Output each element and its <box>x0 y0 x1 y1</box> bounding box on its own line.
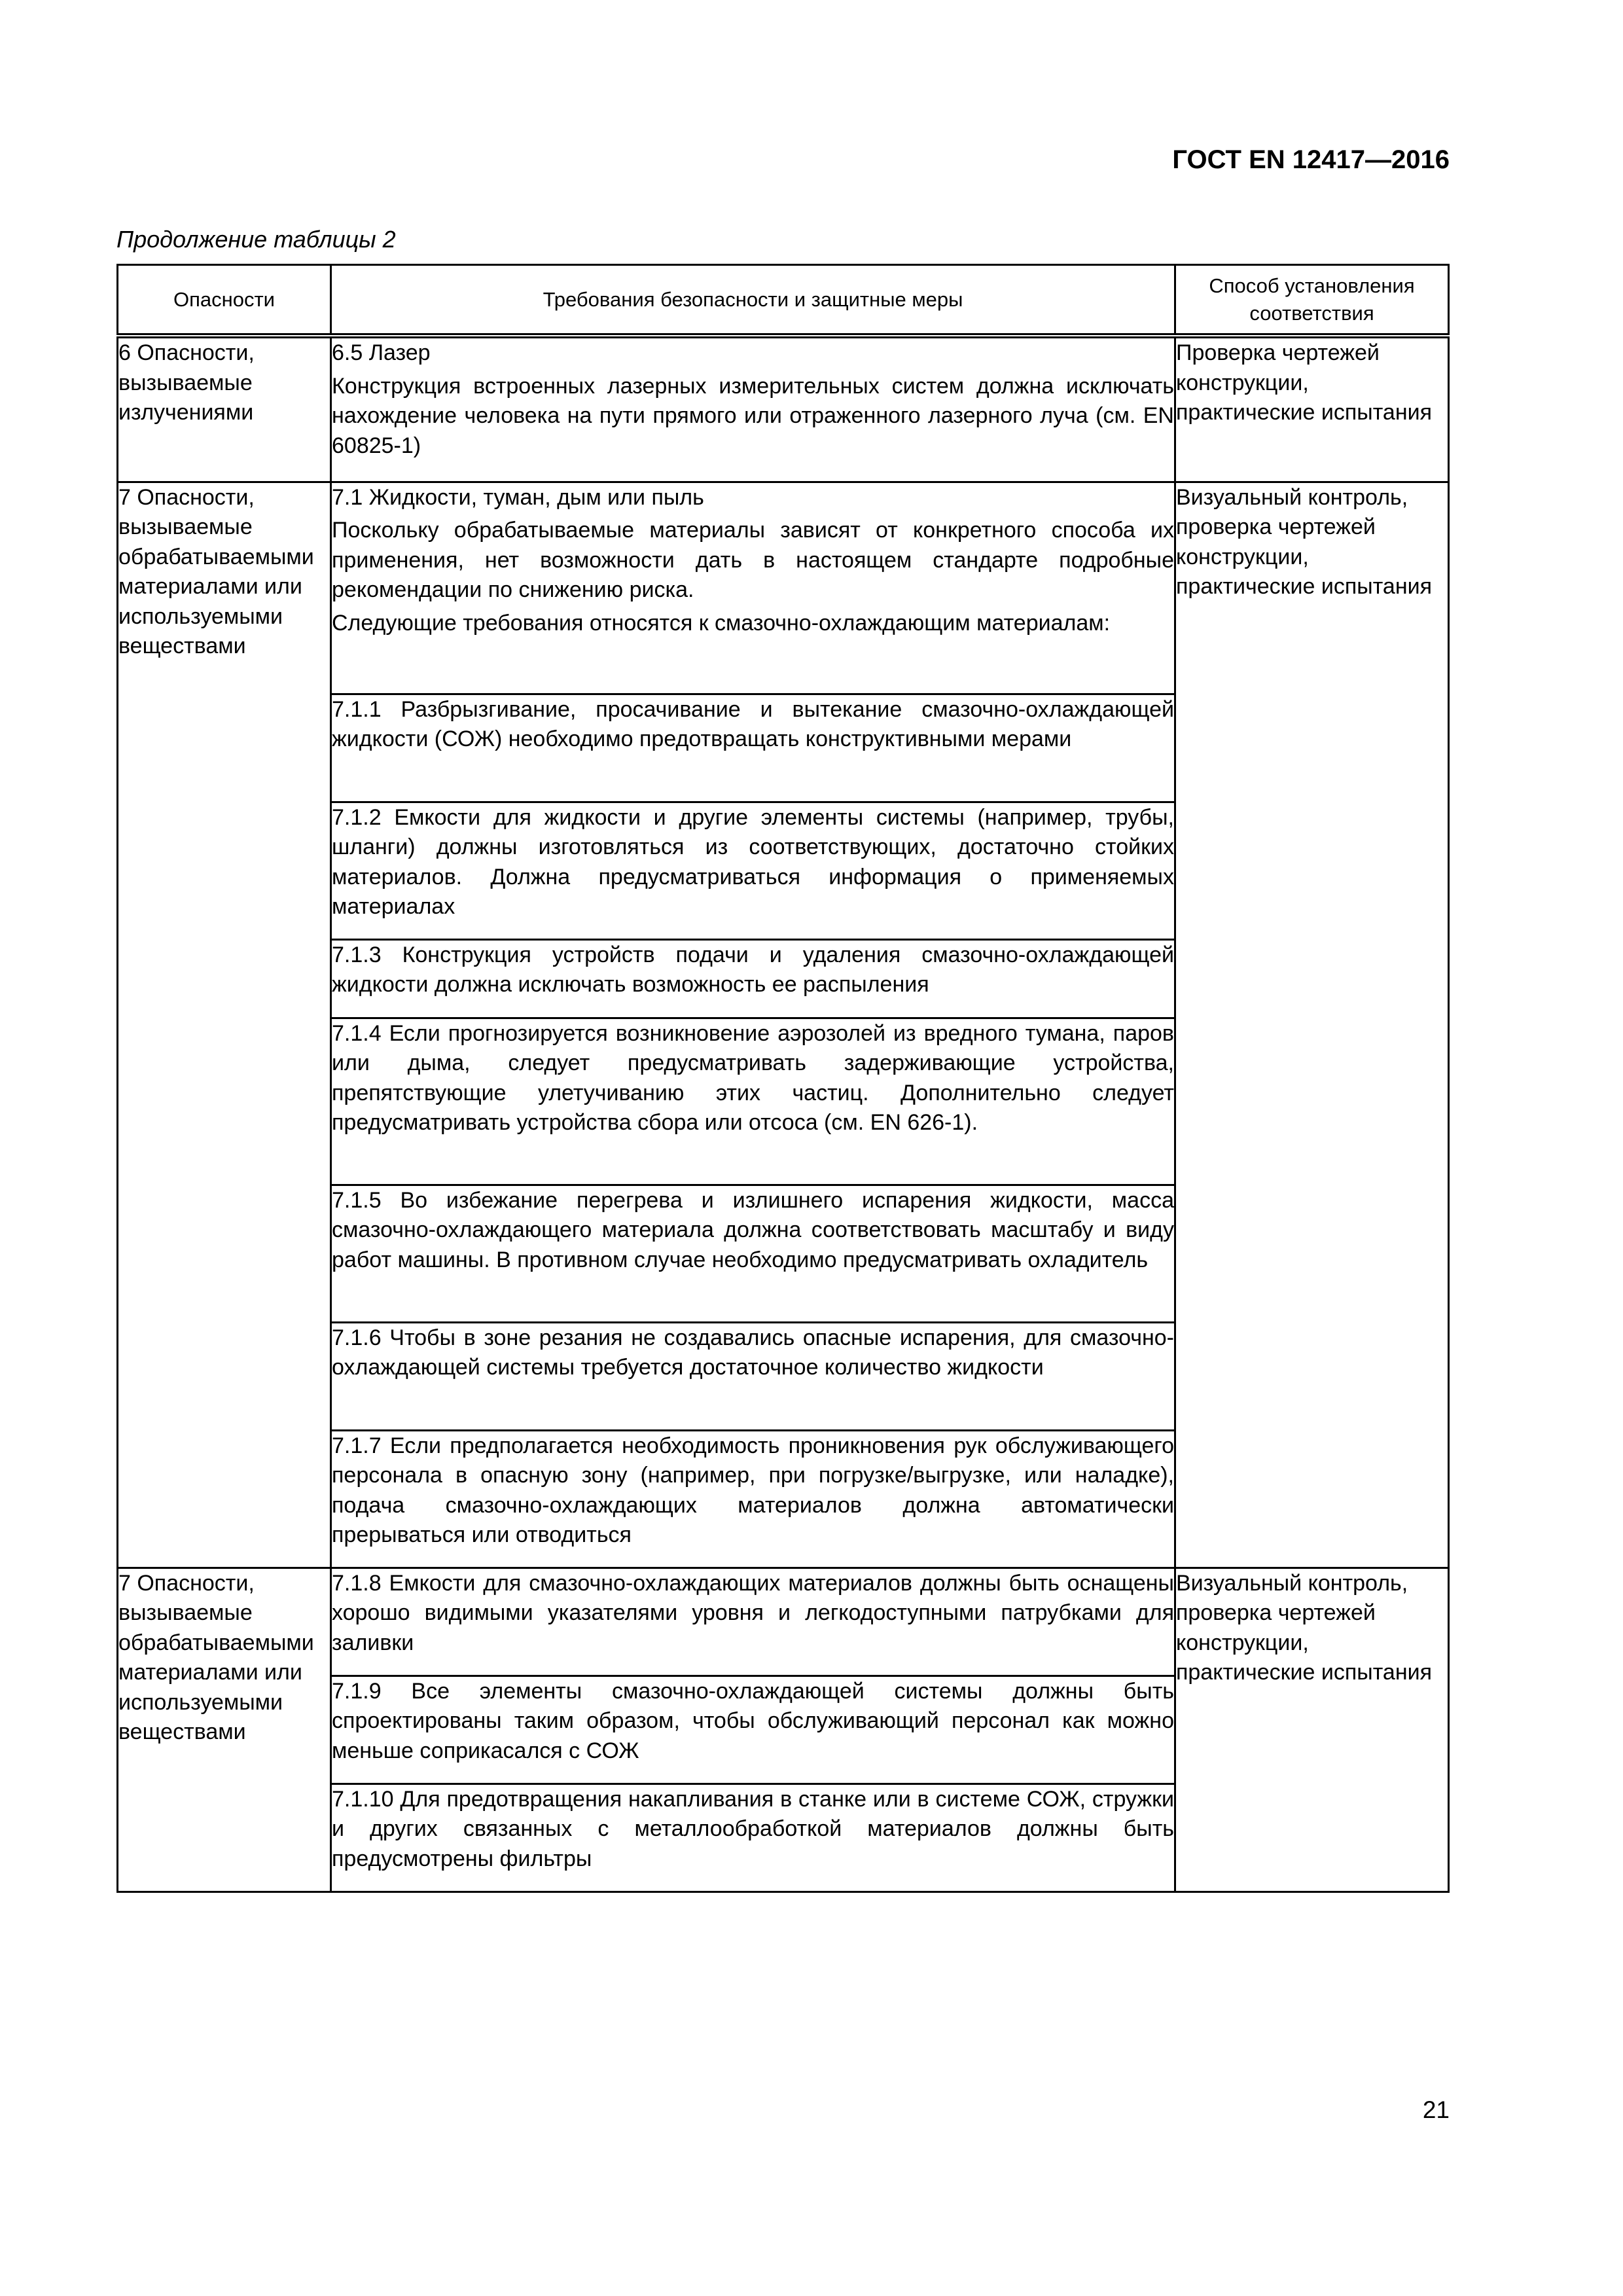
requirement-text: 7.1.8 Емкости для смазочно-охлаждающих материалов должны быть оснащены хорошо видимыми указателями уровня и легкодоступными патрубками для заливки <box>332 1570 1174 1655</box>
table-row <box>118 336 1449 482</box>
table-row <box>118 482 1449 694</box>
requirement-cell <box>331 1018 1175 1185</box>
table-header-row <box>118 265 1449 336</box>
requirement-text: 7.1.7 Если предполагается необходимость проникновения рук обслуживающего персонала в опасную зону (например, при погрузке/выгрузке, или наладке), подача смазочно-охлаждающих материалов должна автоматически прерываться или отводиться <box>332 1433 1174 1547</box>
requirement-cell <box>331 1568 1175 1676</box>
requirements-table <box>116 264 1450 1893</box>
table-caption: Продолжение таблицы 2 <box>116 226 396 253</box>
hazard-cell: 6 Опасности, вызываемые излучениями <box>118 336 331 482</box>
requirement-text: Конструкция встроенных лазерных измерительных систем должна исключать нахождение человека на пути прямого или отраженного лазерного луча (см. EN 60825-1) <box>332 373 1174 458</box>
requirement-text: 7.1.3 Конструкция устройств подачи и удаления смазочно-охлаждающей жидкости должна исключать возможность ее распыления <box>332 942 1174 997</box>
requirement-cell <box>331 1784 1175 1892</box>
requirement-cell <box>331 1430 1175 1568</box>
requirement-cell <box>331 336 1175 482</box>
page-number: 21 <box>1422 2096 1450 2123</box>
requirement-cell <box>331 482 1175 694</box>
hazard-cell: 7 Опасности, вызываемые обрабатываемыми материалами или используемыми веществами <box>118 482 331 1568</box>
hazard-cell: 7 Опасности, вызываемые обрабатываемыми материалами или используемыми веществами <box>118 1568 331 1892</box>
requirement-text: 7.1.10 Для предотвращения накапливания в станке или в системе СОЖ, стружки и других связанных с металлообработкой материалов должны быть предусмотрены фильтры <box>332 1786 1174 1871</box>
requirement-heading: 7.1 Жидкости, туман, дым или пыль <box>332 484 704 510</box>
requirement-text: 7.1.9 Все элементы смазочно-охлаждающей системы должны быть спроектированы таким образом, чтобы обслуживающий персонал как можно меньше соприкасался с СОЖ <box>332 1678 1174 1763</box>
method-cell: Проверка чертежей конструкции, практические испытания <box>1175 336 1449 482</box>
column-header-requirements: Требования безопасности и защитные меры <box>331 265 1175 336</box>
table-row <box>118 1568 1449 1676</box>
requirement-heading: 6.5 Лазер <box>332 340 431 365</box>
requirement-text: Следующие требования относятся к смазочно-охлаждающим материалам: <box>332 610 1111 636</box>
requirement-text: Поскольку обрабатываемые материалы зависят от конкретного способа их применения, нет возможности дать в настоящем стандарте подробные рекомендации по снижению риска. <box>332 518 1174 602</box>
requirement-cell <box>331 939 1175 1018</box>
document-id: ГОСТ EN 12417—2016 <box>1172 145 1450 174</box>
requirement-text: 7.1.6 Чтобы в зоне резания не создавались опасные испарения, для смазочно-охлаждающей системы требуется достаточное количество жидкости <box>332 1325 1174 1380</box>
requirement-text: 7.1.1 Разбрызгивание, просачивание и вытекание смазочно-охлаждающей жидкости (СОЖ) необходимо предотвращать конструктивными мерами <box>332 696 1174 751</box>
method-cell: Визуальный контроль, проверка чертежей конструкции, практические испытания <box>1175 482 1449 1568</box>
requirement-text: 7.1.4 Если прогнозируется возникновение аэрозолей из вредного тумана, паров или дыма, следует предусматривать задерживающие устройства, препятствующие улетучиванию этих частиц. Дополнительно следует предусматривать устройства сбора или отсоса (см. EN 626-1). <box>332 1020 1174 1135</box>
requirement-cell <box>331 1185 1175 1322</box>
method-cell: Визуальный контроль, проверка чертежей конструкции, практические испытания <box>1175 1568 1449 1892</box>
column-header-hazards: Опасности <box>118 265 331 336</box>
requirement-cell <box>331 694 1175 802</box>
column-header-method: Способ установления соответствия <box>1175 265 1449 336</box>
requirement-text: 7.1.2 Емкости для жидкости и другие элементы системы (например, трубы, шланги) должны изготовляться из соответствующих, достаточно стойких материалов. Должна предусматриваться информация о применяемых материалах <box>332 804 1174 919</box>
requirement-cell <box>331 1322 1175 1430</box>
requirement-cell <box>331 1676 1175 1784</box>
requirement-cell <box>331 802 1175 939</box>
requirement-text: 7.1.5 Во избежание перегрева и излишнего испарения жидкости, масса смазочно-охлаждающего материала должна соответствовать масштабу и виду работ машины. В противном случае необходимо предусматривать охладитель <box>332 1187 1174 1272</box>
